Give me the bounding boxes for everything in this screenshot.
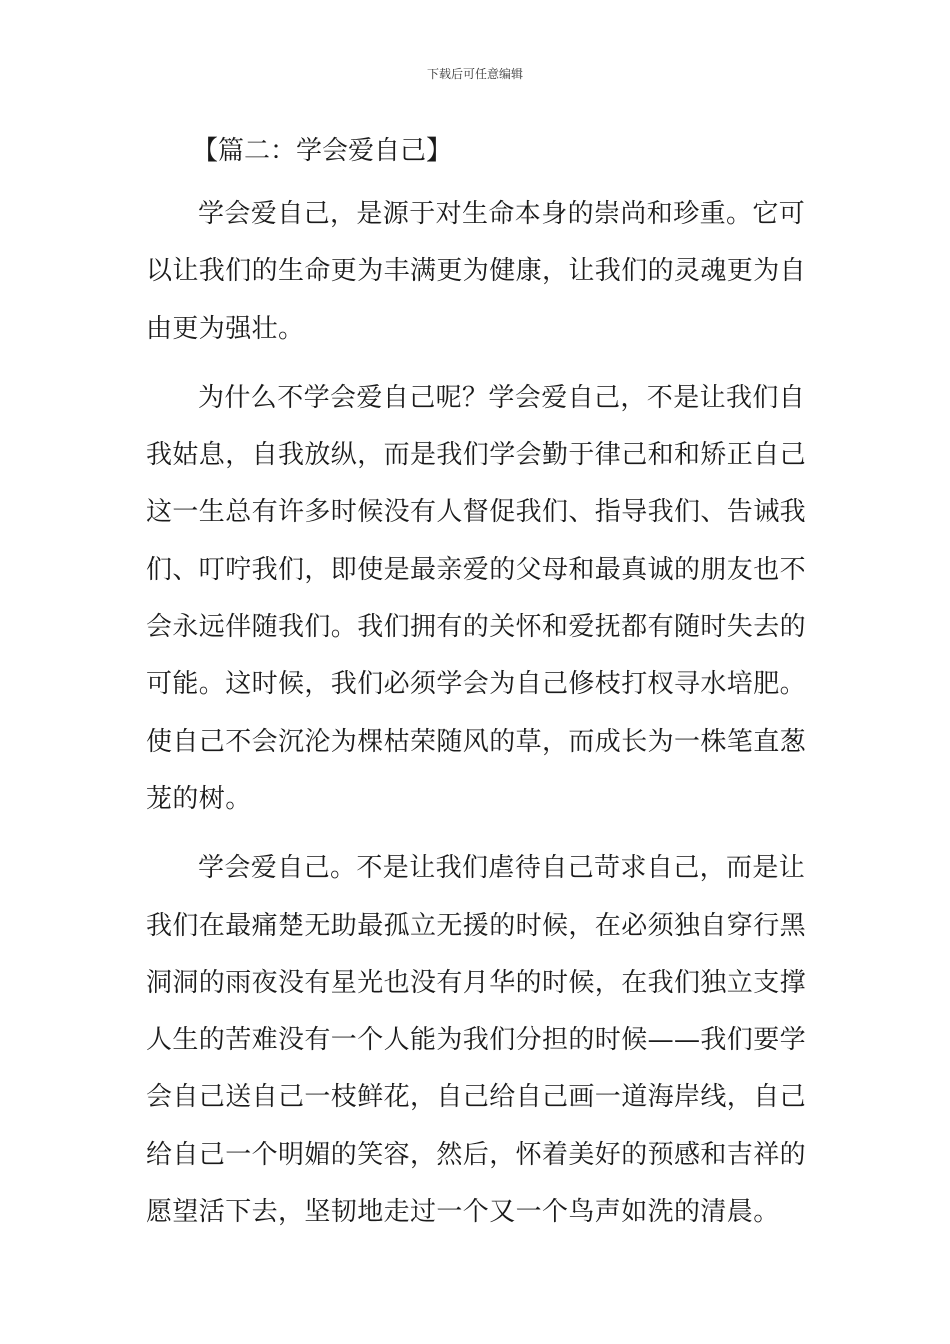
paragraph-line: 可能。这时候，我们必须学会为自己修枝打杈寻水培肥。 xyxy=(146,669,807,700)
paragraph-3 xyxy=(146,828,806,1241)
article-body xyxy=(146,128,806,1241)
paragraph-line: 为什么不学会爱自己呢？学会爱自己，不是让我们自 xyxy=(198,382,806,413)
paragraph-line: 茏的树。 xyxy=(146,783,252,814)
paragraph-line: 以让我们的生命更为丰满更为健康，让我们的灵魂更为自 xyxy=(146,256,807,287)
paragraph-2 xyxy=(146,358,806,828)
paragraph-line: 我们在最痛楚无助最孤立无援的时候，在必须独自穿行黑 xyxy=(146,910,807,941)
paragraph-line: 给自己一个明媚的笑容，然后，怀着美好的预感和吉祥的 xyxy=(146,1139,807,1170)
paragraph-line: 这一生总有许多时候没有人督促我们、指导我们、告诫我 xyxy=(146,497,807,528)
paragraph-line: 学会爱自己。不是让我们虐待自己苛求自己，而是让 xyxy=(198,853,806,884)
paragraph-line: 学会爱自己，是源于对生命本身的崇尚和珍重。它可 xyxy=(198,199,806,229)
paragraph-line: 愿望活下去，坚韧地走过一个又一个鸟声如洗的清晨。 xyxy=(146,1197,780,1228)
paragraph-line: 人生的苦难没有一个人能为我们分担的时候——我们要学 xyxy=(146,1025,807,1056)
paragraph-line: 洞洞的雨夜没有星光也没有月华的时候，在我们独立支撑 xyxy=(146,967,807,998)
paragraph-line: 我姑息，自我放纵，而是我们学会勤于律己和和矫正自己 xyxy=(146,440,807,471)
paragraph-line: 会永远伴随我们。我们拥有的关怀和爱抚都有随时失去的 xyxy=(146,612,807,643)
paragraph-line: 由更为强壮。 xyxy=(146,313,305,344)
header-note: 下载后可任意编辑 xyxy=(426,67,523,81)
paragraph-line: 们、叮咛我们，即使是最亲爱的父母和最真诚的朋友也不 xyxy=(146,554,807,585)
paragraph-1 xyxy=(146,174,806,358)
paragraph-line: 会自己送自己一枝鲜花，自己给自己画一道海岸线，自己 xyxy=(146,1082,807,1113)
section-title: 【篇二：学会爱自己】 xyxy=(192,136,453,166)
paragraph-line: 使自己不会沉沦为棵枯荣随风的草，而成长为一株笔直葱 xyxy=(146,726,807,757)
